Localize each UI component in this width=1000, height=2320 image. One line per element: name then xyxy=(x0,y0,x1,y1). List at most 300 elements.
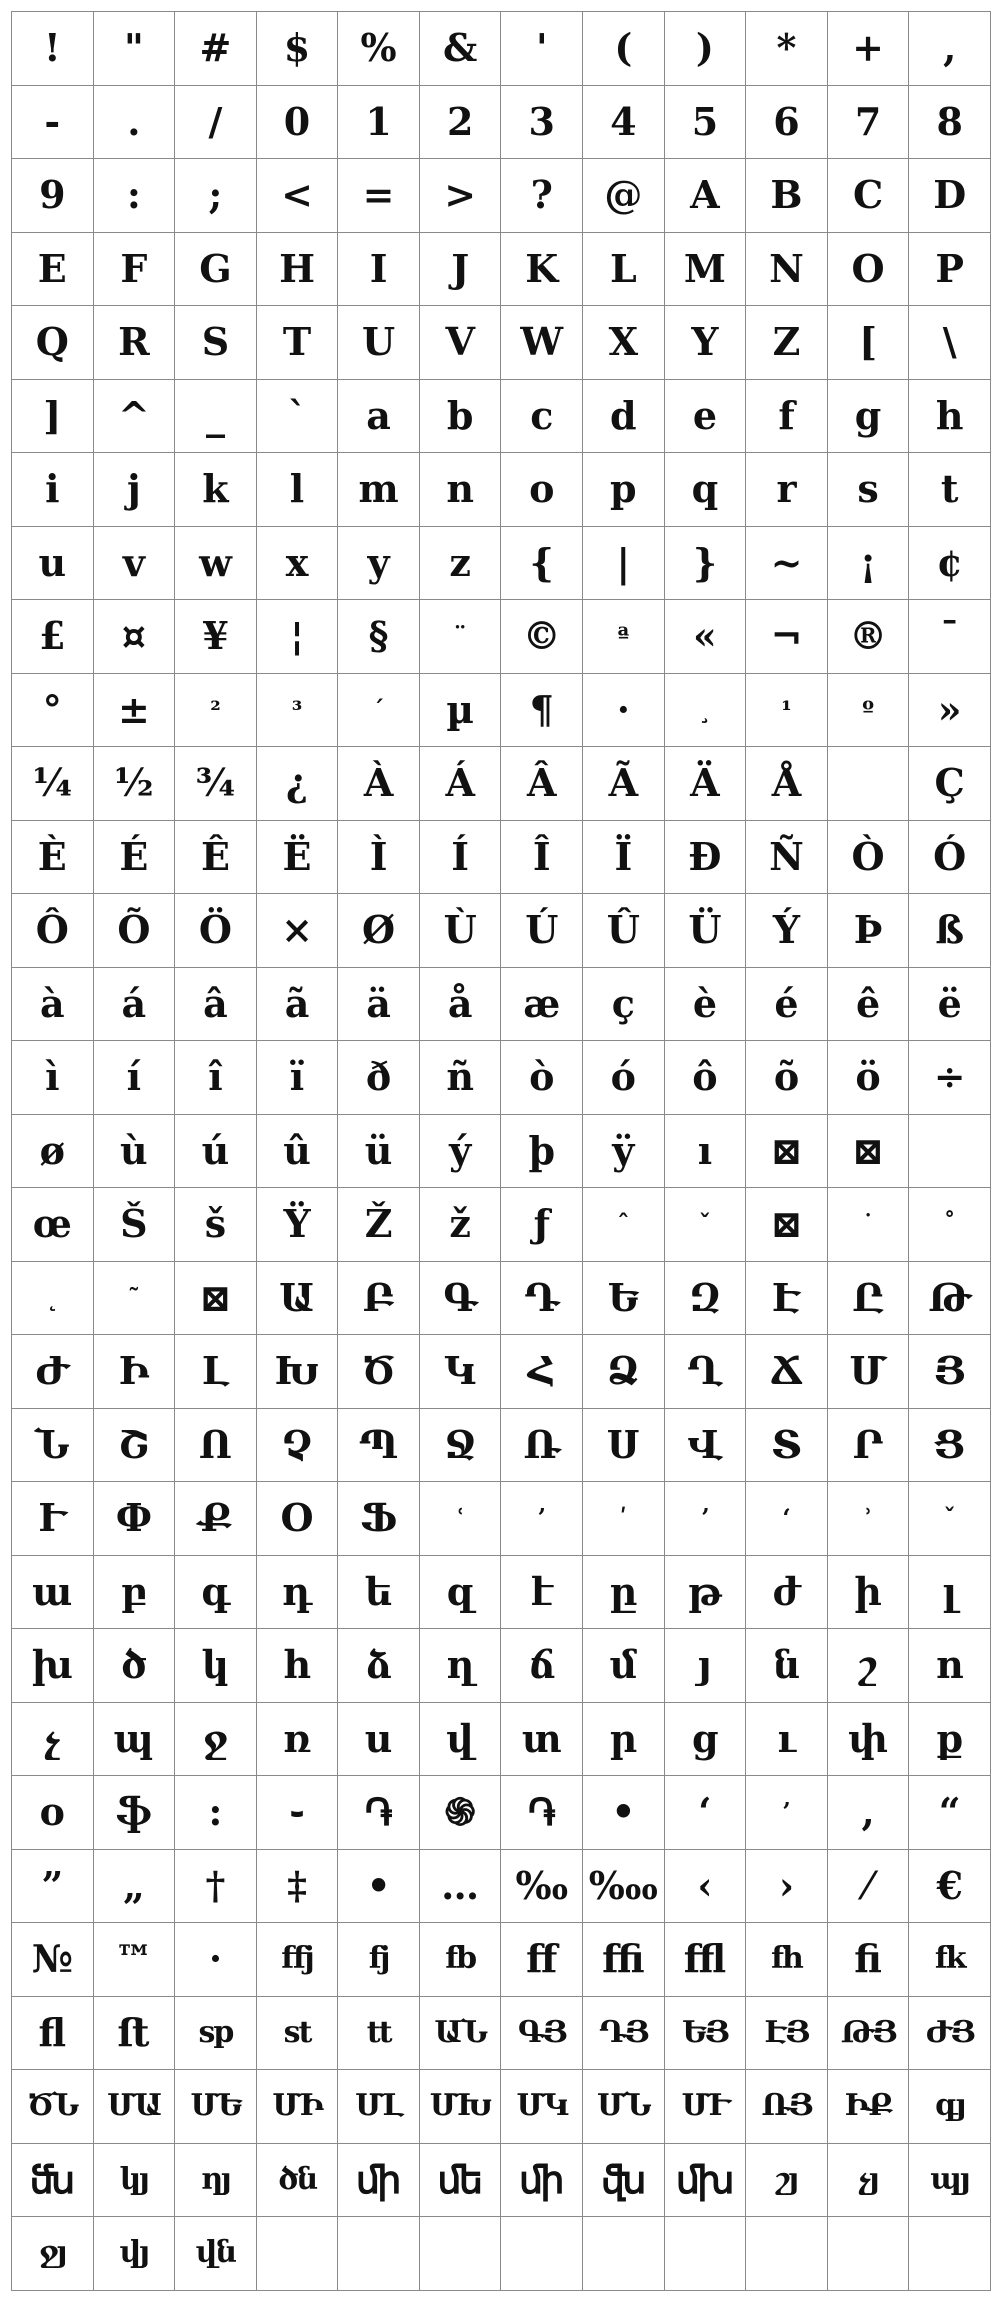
glyph-cell: ^ xyxy=(93,379,175,453)
glyph-row xyxy=(12,894,991,968)
glyph-cell: ƒ xyxy=(501,1188,583,1262)
glyph-row xyxy=(12,12,991,86)
glyph-cell: ˛ xyxy=(12,1261,94,1335)
glyph-cell: \ xyxy=(909,306,991,380)
glyph-cell: ⊠ xyxy=(175,1261,257,1335)
glyph-cell: = xyxy=(338,159,420,233)
glyph-cell: W xyxy=(501,306,583,380)
glyph-cell xyxy=(256,2217,338,2291)
glyph-cell: ﬂ xyxy=(12,1996,94,2070)
glyph-row xyxy=(12,1114,991,1188)
glyph-cell: í xyxy=(93,1041,175,1115)
glyph-grid-body xyxy=(12,12,991,2291)
glyph-cell: ՄՆ xyxy=(583,2070,665,2144)
glyph-cell: ÷ xyxy=(909,1041,991,1115)
glyph-row xyxy=(12,1849,991,1923)
glyph-cell xyxy=(909,2217,991,2291)
glyph-cell: ԹՅ xyxy=(827,1996,909,2070)
glyph-cell: „ xyxy=(93,1849,175,1923)
glyph-cell: Ó xyxy=(909,820,991,894)
glyph-cell: ô xyxy=(664,1041,746,1115)
glyph-cell xyxy=(501,2217,583,2291)
glyph-cell: ւ xyxy=(746,1702,828,1776)
glyph-cell: Մ xyxy=(827,1335,909,1409)
glyph-cell: - xyxy=(12,85,94,159)
glyph-cell: ը xyxy=(583,1555,665,1629)
glyph-cell: : xyxy=(175,1776,257,1850)
glyph-cell: Ւ xyxy=(12,1482,94,1556)
glyph-cell: Տ xyxy=(746,1408,828,1482)
glyph-cell: e xyxy=(664,379,746,453)
glyph-cell: յ xyxy=(664,1629,746,1703)
glyph-row xyxy=(12,1702,991,1776)
glyph-cell: £ xyxy=(12,600,94,674)
glyph-cell: ց xyxy=(664,1702,746,1776)
glyph-cell: ª xyxy=(583,600,665,674)
glyph-cell: _ xyxy=(175,379,257,453)
glyph-cell: ճ xyxy=(501,1629,583,1703)
glyph-cell: ï xyxy=(256,1041,338,1115)
glyph-cell: A xyxy=(664,159,746,233)
glyph-cell: ՄԵ xyxy=(175,2070,257,2144)
glyph-cell: ֊ xyxy=(256,1776,338,1850)
glyph-cell: z xyxy=(419,526,501,600)
glyph-cell: ծ xyxy=(93,1629,175,1703)
glyph-row xyxy=(12,453,991,527)
glyph-cell: É xyxy=(93,820,175,894)
glyph-cell: ՄՒ xyxy=(664,2070,746,2144)
glyph-row xyxy=(12,1188,991,1262)
glyph-cell: E xyxy=(12,232,94,306)
glyph-cell: a xyxy=(338,379,420,453)
glyph-cell: Ü xyxy=(664,894,746,968)
glyph-cell: Ս xyxy=(583,1408,665,1482)
glyph-cell: œ xyxy=(12,1188,94,1262)
glyph-cell: ʼ xyxy=(664,1482,746,1556)
glyph-cell: Ծ xyxy=(338,1335,420,1409)
glyph-cell: Ô xyxy=(12,894,94,968)
glyph-cell: տ xyxy=(501,1702,583,1776)
glyph-row xyxy=(12,1041,991,1115)
glyph-row xyxy=(12,1482,991,1556)
glyph-cell: ֏ xyxy=(338,1776,420,1850)
glyph-cell: • xyxy=(338,1849,420,1923)
glyph-cell: ʻ xyxy=(746,1482,828,1556)
glyph-cell: ø xyxy=(12,1114,94,1188)
glyph-cell: ˆ xyxy=(583,1188,665,1262)
glyph-cell: ‡ xyxy=(256,1849,338,1923)
glyph-cell: tt xyxy=(338,1996,420,2070)
glyph-cell: fh xyxy=(746,1923,828,1997)
glyph-cell: O xyxy=(827,232,909,306)
glyph-cell: ﬔ xyxy=(419,2143,501,2217)
glyph-cell: ë xyxy=(909,967,991,1041)
glyph-cell: Ն xyxy=(12,1408,94,1482)
glyph-cell: ² xyxy=(175,673,257,747)
glyph-cell: ՄԻ xyxy=(256,2070,338,2144)
glyph-cell: Դ xyxy=(501,1261,583,1335)
glyph-cell: ﬓ xyxy=(12,2143,94,2217)
glyph-cell: ԻՔ xyxy=(827,2070,909,2144)
glyph-cell: á xyxy=(93,967,175,1041)
glyph-cell: ê xyxy=(827,967,909,1041)
glyph-cell: õ xyxy=(746,1041,828,1115)
glyph-cell: , xyxy=(827,1776,909,1850)
glyph-cell: ԱՆ xyxy=(419,1996,501,2070)
glyph-cell: sp xyxy=(175,1996,257,2070)
glyph-cell: fk xyxy=(909,1923,991,1997)
glyph-row xyxy=(12,2070,991,2144)
glyph-cell: ﬕ xyxy=(501,2143,583,2217)
glyph-cell: պ xyxy=(93,1702,175,1776)
glyph-cell: P xyxy=(909,232,991,306)
glyph-cell: N xyxy=(746,232,828,306)
glyph-cell: ԳՅ xyxy=(501,1996,583,2070)
glyph-row xyxy=(12,1629,991,1703)
glyph-cell: f xyxy=(746,379,828,453)
glyph-cell: Զ xyxy=(664,1261,746,1335)
glyph-cell: q xyxy=(664,453,746,527)
glyph-cell: ¾ xyxy=(175,747,257,821)
glyph-cell: r xyxy=(746,453,828,527)
glyph-cell: վ xyxy=(419,1702,501,1776)
glyph-cell: Ã xyxy=(583,747,665,821)
glyph-cell: ԾՆ xyxy=(12,2070,94,2144)
glyph-cell: 6 xyxy=(746,85,828,159)
glyph-cell: վն xyxy=(175,2217,257,2291)
glyph-cell: ¤ xyxy=(93,600,175,674)
glyph-cell: j xyxy=(93,453,175,527)
glyph-cell: ¸ xyxy=(664,673,746,747)
glyph-cell: [ xyxy=(827,306,909,380)
glyph-cell: ջ xyxy=(175,1702,257,1776)
glyph-cell: ì xyxy=(12,1041,94,1115)
glyph-cell: ա xyxy=(12,1555,94,1629)
glyph-cell: Û xyxy=(583,894,665,968)
glyph-cell: æ xyxy=(501,967,583,1041)
glyph-cell: › xyxy=(746,1849,828,1923)
glyph-row xyxy=(12,85,991,159)
glyph-cell: շյ xyxy=(746,2143,828,2217)
glyph-cell: Վ xyxy=(664,1408,746,1482)
glyph-cell: ﬕ xyxy=(338,2143,420,2217)
glyph-cell: ղյ xyxy=(175,2143,257,2217)
glyph-cell: st xyxy=(256,1996,338,2070)
glyph-cell: Ë xyxy=(256,820,338,894)
glyph-cell: ù xyxy=(93,1114,175,1188)
glyph-cell: Օ xyxy=(256,1482,338,1556)
glyph-cell: # xyxy=(175,12,257,86)
glyph-cell: G xyxy=(175,232,257,306)
glyph-row xyxy=(12,1923,991,1997)
glyph-cell: i xyxy=(12,453,94,527)
glyph-cell: h xyxy=(909,379,991,453)
glyph-cell: խ xyxy=(12,1629,94,1703)
glyph-cell: ¥ xyxy=(175,600,257,674)
glyph-cell: s xyxy=(827,453,909,527)
glyph-cell: ﬅ xyxy=(93,1996,175,2070)
glyph-cell: Բ xyxy=(338,1261,420,1335)
glyph-cell: º xyxy=(827,673,909,747)
glyph-cell: p xyxy=(583,453,665,527)
glyph-cell: … xyxy=(419,1849,501,1923)
glyph-cell: S xyxy=(175,306,257,380)
glyph-cell: ý xyxy=(419,1114,501,1188)
glyph-cell: é xyxy=(746,967,828,1041)
glyph-cell: » xyxy=(909,673,991,747)
glyph-cell: ¦ xyxy=(256,600,338,674)
glyph-cell: Ք xyxy=(175,1482,257,1556)
glyph-cell: ä xyxy=(338,967,420,1041)
glyph-cell: ֍ xyxy=(419,1776,501,1850)
glyph-cell: · xyxy=(175,1923,257,1997)
glyph-cell: օ xyxy=(12,1776,94,1850)
glyph-cell: Յ xyxy=(909,1335,991,1409)
glyph-cell: * xyxy=(746,12,828,86)
glyph-cell: ﬀ xyxy=(501,1923,583,1997)
glyph-cell: X xyxy=(583,306,665,380)
glyph-cell: ‰ xyxy=(501,1849,583,1923)
glyph-cell: ™ xyxy=(93,1923,175,1997)
glyph-cell: fj xyxy=(338,1923,420,1997)
glyph-cell: Q xyxy=(12,306,94,380)
glyph-cell: C xyxy=(827,159,909,233)
glyph-cell: թ xyxy=(664,1555,746,1629)
glyph-cell: ð xyxy=(338,1041,420,1115)
glyph-cell: ռ xyxy=(256,1702,338,1776)
glyph-cell: n xyxy=(419,453,501,527)
glyph-cell: Ձ xyxy=(583,1335,665,1409)
glyph-cell: ò xyxy=(501,1041,583,1115)
glyph-cell: , xyxy=(909,12,991,86)
glyph-cell: ¼ xyxy=(12,747,94,821)
glyph-cell: © xyxy=(501,600,583,674)
glyph-cell: է xyxy=(501,1555,583,1629)
glyph-cell: Թ xyxy=(909,1261,991,1335)
glyph-cell: â xyxy=(175,967,257,1041)
glyph-cell: Խ xyxy=(256,1335,338,1409)
glyph-cell: F xyxy=(93,232,175,306)
glyph-cell: Â xyxy=(501,747,583,821)
glyph-row xyxy=(12,967,991,1041)
glyph-cell: Þ xyxy=(827,894,909,968)
glyph-cell: ˇ xyxy=(664,1188,746,1262)
glyph-cell: Ռ xyxy=(501,1408,583,1482)
glyph-cell: Ց xyxy=(909,1408,991,1482)
glyph-cell: ʹ xyxy=(583,1482,665,1556)
glyph-cell: | xyxy=(583,526,665,600)
glyph-cell: գյ xyxy=(909,2070,991,2144)
glyph-cell: ‘ xyxy=(664,1776,746,1850)
glyph-cell: Գ xyxy=(419,1261,501,1335)
glyph-row xyxy=(12,1261,991,1335)
glyph-cell: l xyxy=(256,453,338,527)
glyph-cell: ՄԽ xyxy=(419,2070,501,2144)
glyph-cell: } xyxy=(664,526,746,600)
glyph-cell: ֆ xyxy=(93,1776,175,1850)
glyph-cell: w xyxy=(175,526,257,600)
glyph-cell: Î xyxy=(501,820,583,894)
glyph-cell: g xyxy=(827,379,909,453)
glyph-cell: ¹ xyxy=(746,673,828,747)
glyph-cell: կ xyxy=(175,1629,257,1703)
glyph-cell: ” xyxy=(12,1849,94,1923)
glyph-cell: Ž xyxy=(338,1188,420,1262)
glyph-cell: × xyxy=(256,894,338,968)
glyph-cell: ¨ xyxy=(419,600,501,674)
glyph-cell: դ xyxy=(256,1555,338,1629)
glyph-row xyxy=(12,1996,991,2070)
glyph-cell: ] xyxy=(12,379,94,453)
glyph-cell: D xyxy=(909,159,991,233)
glyph-cell: ʿ xyxy=(419,1482,501,1556)
glyph-row xyxy=(12,747,991,821)
glyph-cell: ‱ xyxy=(583,1849,665,1923)
glyph-cell: K xyxy=(501,232,583,306)
glyph-cell: Ì xyxy=(338,820,420,894)
glyph-cell: ÿ xyxy=(583,1114,665,1188)
glyph-cell: ջյ xyxy=(12,2217,94,2291)
glyph-cell: Է xyxy=(746,1261,828,1335)
glyph-cell: ) xyxy=(664,12,746,86)
glyph-cell: Ո xyxy=(175,1408,257,1482)
glyph-cell xyxy=(746,2217,828,2291)
glyph-cell: M xyxy=(664,232,746,306)
glyph-cell: ﬃ xyxy=(583,1923,665,1997)
glyph-cell: ՌՅ xyxy=(746,2070,828,2144)
glyph-cell: ԵՅ xyxy=(664,1996,746,2070)
glyph-cell: š xyxy=(175,1188,257,1262)
glyph-cell: Ժ xyxy=(12,1335,94,1409)
glyph-cell: 3 xyxy=(501,85,583,159)
glyph-cell: Ե xyxy=(583,1261,665,1335)
glyph-cell: ¬ xyxy=(746,600,828,674)
glyph-cell: Í xyxy=(419,820,501,894)
glyph-cell: L xyxy=(583,232,665,306)
glyph-cell: à xyxy=(12,967,94,1041)
glyph-cell: Ù xyxy=(419,894,501,968)
glyph-cell: fb xyxy=(419,1923,501,1997)
glyph-cell: x xyxy=(256,526,338,600)
glyph-cell: µ xyxy=(419,673,501,747)
glyph-cell: ü xyxy=(338,1114,420,1188)
glyph-row xyxy=(12,2217,991,2291)
glyph-cell: • xyxy=(583,1776,665,1850)
glyph-cell: Ý xyxy=(746,894,828,968)
glyph-row xyxy=(12,600,991,674)
glyph-row xyxy=(12,2143,991,2217)
glyph-cell: ž xyxy=(419,1188,501,1262)
glyph-cell: < xyxy=(256,159,338,233)
glyph-cell: 1 xyxy=(338,85,420,159)
glyph-cell: ß xyxy=(909,894,991,968)
glyph-cell: լ xyxy=(909,1555,991,1629)
glyph-cell: ﬗ xyxy=(664,2143,746,2217)
glyph-cell: ó xyxy=(583,1041,665,1115)
glyph-cell: û xyxy=(256,1114,338,1188)
glyph-cell: & xyxy=(419,12,501,86)
glyph-cell: ⊠ xyxy=(827,1114,909,1188)
glyph-cell: ʾ xyxy=(827,1482,909,1556)
glyph-cell: ! xyxy=(12,12,94,86)
glyph-cell: ՄԼ xyxy=(338,2070,420,2144)
glyph-cell: Ö xyxy=(175,894,257,968)
glyph-cell: ¿ xyxy=(256,747,338,821)
glyph-cell: { xyxy=(501,526,583,600)
glyph-cell: ձ xyxy=(338,1629,420,1703)
glyph-cell: 5 xyxy=(664,85,746,159)
glyph-row xyxy=(12,526,991,600)
glyph-cell: կյ xyxy=(93,2143,175,2217)
glyph-cell: B xyxy=(746,159,828,233)
glyph-cell: u xyxy=(12,526,94,600)
glyph-cell: þ xyxy=(501,1114,583,1188)
glyph-cell: Ï xyxy=(583,820,665,894)
glyph-cell: ã xyxy=(256,967,338,1041)
glyph-cell: ⊠ xyxy=(746,1114,828,1188)
glyph-cell: շ xyxy=(827,1629,909,1703)
glyph-cell: Ú xyxy=(501,894,583,968)
glyph-cell: T xyxy=(256,306,338,380)
glyph-cell: Ø xyxy=(338,894,420,968)
glyph-cell: Ð xyxy=(664,820,746,894)
glyph-cell: Z xyxy=(746,306,828,380)
glyph-cell: № xyxy=(12,1923,94,1997)
glyph-cell: չյ xyxy=(827,2143,909,2217)
glyph-cell: ® xyxy=(827,600,909,674)
glyph-cell xyxy=(909,1114,991,1188)
glyph-cell: d xyxy=(583,379,665,453)
glyph-cell: ? xyxy=(501,159,583,233)
glyph-cell: ( xyxy=(583,12,665,86)
glyph-cell: Փ xyxy=(93,1482,175,1556)
glyph-cell: ս xyxy=(338,1702,420,1776)
glyph-cell: ~ xyxy=(746,526,828,600)
glyph-cell: o xyxy=(501,453,583,527)
glyph-cell: Ê xyxy=(175,820,257,894)
glyph-cell: Ր xyxy=(827,1408,909,1482)
glyph-cell: ժ xyxy=(746,1555,828,1629)
glyph-cell: ³ xyxy=(256,673,338,747)
glyph-cell: Շ xyxy=(93,1408,175,1482)
glyph-cell: H xyxy=(256,232,338,306)
glyph-cell: ˜ xyxy=(93,1261,175,1335)
glyph-cell: Å xyxy=(746,747,828,821)
glyph-cell: ` xyxy=(256,379,338,453)
glyph-cell: Չ xyxy=(256,1408,338,1482)
glyph-cell: ‹ xyxy=(664,1849,746,1923)
glyph-cell: ր xyxy=(583,1702,665,1776)
glyph-cell: 2 xyxy=(419,85,501,159)
glyph-cell: ծն xyxy=(256,2143,338,2217)
glyph-cell: Š xyxy=(93,1188,175,1262)
glyph-cell: c xyxy=(501,379,583,453)
glyph-cell: ի xyxy=(827,1555,909,1629)
glyph-cell: ñ xyxy=(419,1041,501,1115)
glyph-cell xyxy=(827,747,909,821)
glyph-cell: ֏ xyxy=(501,1776,583,1850)
glyph-cell: ö xyxy=(827,1041,909,1115)
glyph-row xyxy=(12,306,991,380)
glyph-cell: ⁄ xyxy=(827,1849,909,1923)
glyph-cell: k xyxy=(175,453,257,527)
glyph-cell: ե xyxy=(338,1555,420,1629)
glyph-cell: " xyxy=(93,12,175,86)
glyph-cell: Ը xyxy=(827,1261,909,1335)
glyph-cell: U xyxy=(338,306,420,380)
glyph-cell: ; xyxy=(175,159,257,233)
glyph-cell: ո xyxy=(909,1629,991,1703)
